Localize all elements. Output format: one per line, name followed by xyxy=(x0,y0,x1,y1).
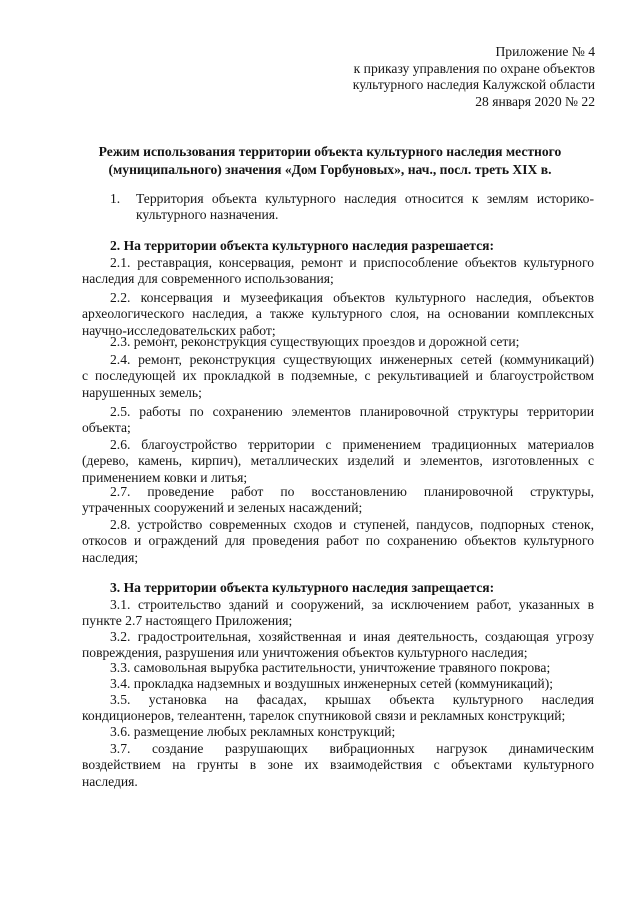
paragraph-line: 2.7. проведение работ по восстановлению планировочной структуры, xyxy=(110,484,594,499)
title-line-1: Режим использования территории объекта культурного наследия местного xyxy=(98,144,562,159)
paragraph-2-2 xyxy=(82,290,594,339)
paragraph-line: 2.2. консервация и музеефикация объектов культурного наследия, объектов xyxy=(110,290,594,305)
appendix-header xyxy=(295,44,595,110)
paragraph-line: 3.6. размещение любых рекламных конструкций; xyxy=(110,724,396,739)
paragraph-line: 3.7. создание разрушающих вибрационных нагрузок динамическим xyxy=(110,741,594,756)
paragraph-line: пункте 2.7 настоящего Приложения; xyxy=(82,613,293,629)
item-1-number: 1. xyxy=(110,191,121,206)
paragraph-line: 2.4. ремонт, реконструкция существующих инженерных сетей (коммуникаций) xyxy=(110,352,594,367)
paragraph-line: 3.4. прокладка надземных и воздушных инженерных сетей (коммуникаций); xyxy=(110,676,554,691)
title-line-2: (муниципального) значения «Дом Горбуновых», нач., посл. треть XIX в. xyxy=(108,162,552,177)
paragraph-line: 3.5. установка на фасадах, крышах объекта культурного наследия xyxy=(110,692,594,707)
paragraph-line: наследия для современного использования; xyxy=(82,271,334,287)
paragraph-line: 2.8. устройство современных сходов и ступеней, пандусов, подпорных стенок, xyxy=(110,517,594,532)
item-1-line-1: Территория объекта культурного наследия относится к землям историко- xyxy=(136,191,594,206)
paragraph-3-4 xyxy=(82,676,594,692)
paragraph-line: 2.3. ремонт, реконструкция существующих проездов и дорожной сети; xyxy=(110,334,520,349)
paragraph-line: 3.3. самовольная вырубка растительности, уничтожение травяного покрова; xyxy=(110,660,551,675)
appendix-number: Приложение № 4 xyxy=(495,44,595,59)
paragraph-line: (дерево, камень, кирпич), металлических изделий и элементов, изготовленных с xyxy=(82,453,594,469)
paragraph-line: с последующей их прокладкой в подземные, с рекультивацией и благоустройством xyxy=(82,368,594,384)
paragraph-line: утраченных сооружений и зеленых насаждений; xyxy=(82,500,363,516)
paragraph-line: научно-исследовательских работ; xyxy=(82,322,276,338)
paragraph-2-4 xyxy=(82,352,594,401)
item-1-line-2: культурного назначения. xyxy=(136,207,279,223)
section-3-heading: 3. На территории объекта культурного наследия запрещается: xyxy=(110,580,495,595)
paragraph-line: 2.1. реставрация, консервация, ремонт и приспособление объектов культурного xyxy=(110,255,594,270)
paragraph-3-3 xyxy=(82,660,594,676)
order-authority: культурного наследия Калужской области xyxy=(352,77,595,93)
paragraph-line: археологического наследия, а также культурного слоя, на основании комплексных xyxy=(82,306,594,322)
paragraph-3-1 xyxy=(82,597,594,630)
paragraph-2-6 xyxy=(82,437,594,486)
paragraph-line: наследия; xyxy=(82,549,139,565)
paragraph-line: воздействием на грунты в зоне их взаимодействия с объектами культурного xyxy=(82,757,594,773)
paragraph-line: кондиционеров, телеантенн, тарелок спутниковой связи и рекламных конструкций; xyxy=(82,708,566,724)
paragraph-2-3 xyxy=(82,334,594,350)
paragraph-line: нарушенных земель; xyxy=(82,384,202,400)
paragraph-2-7 xyxy=(82,484,594,517)
order-date: 28 января 2020 № 22 xyxy=(475,93,595,109)
paragraph-3-6 xyxy=(82,724,594,740)
item-1-text xyxy=(136,191,594,224)
paragraph-line: повреждения, разрушения или уничтожения объектов культурного наследия; xyxy=(82,645,528,661)
paragraph-3-7 xyxy=(82,741,594,790)
paragraph-line: откосов и ограждений для проведения работ по сохранению объектов культурного xyxy=(82,533,594,549)
document-title xyxy=(60,143,600,179)
paragraph-line: применением ковки и литья; xyxy=(82,469,248,485)
paragraph-line: 2.6. благоустройство территории с применением традиционных материалов xyxy=(110,437,594,452)
paragraph-2-1 xyxy=(82,255,594,288)
paragraph-line: 3.2. градостроительная, хозяйственная и иная деятельность, создающая угрозу xyxy=(110,629,594,644)
order-reference: к приказу управления по охране объектов xyxy=(353,60,595,76)
paragraph-line: 2.5. работы по сохранению элементов планировочной структуры территории xyxy=(110,404,594,419)
paragraph-2-8 xyxy=(82,517,594,566)
paragraph-3-2 xyxy=(82,629,594,662)
paragraph-3-5 xyxy=(82,692,594,725)
paragraph-line: 3.1. строительство зданий и сооружений, за исключением работ, указанных в xyxy=(110,597,594,612)
paragraph-line: объекта; xyxy=(82,420,131,436)
paragraph-line: наследия. xyxy=(82,773,138,789)
paragraph-2-5 xyxy=(82,404,594,437)
section-2-heading: 2. На территории объекта культурного наследия разрешается: xyxy=(110,238,495,253)
